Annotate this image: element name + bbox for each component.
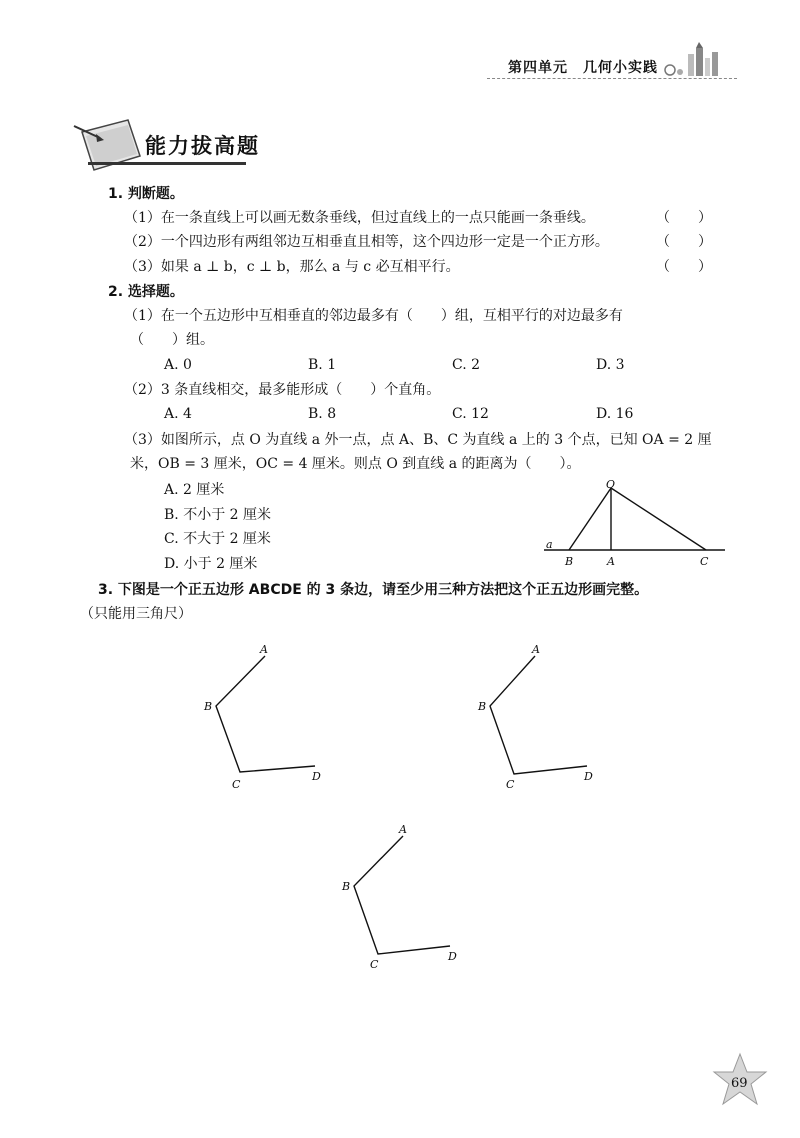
q2-sub3-line2: 米，OB = 3 厘米，OC = 4 厘米。则点 O 到直线 a 的距离为（ ）。 bbox=[130, 456, 581, 472]
q1-item-1-paren: （ ） bbox=[656, 210, 712, 226]
q2-sub2-option-d: D. 16 bbox=[596, 406, 634, 422]
q2-sub1-option-b: B. 1 bbox=[308, 357, 337, 373]
q2-heading: 2. 选择题。 bbox=[108, 284, 184, 300]
q2-sub1-line1: （1）在一个五边形中互相垂直的邻边最多有（ ）组，互相平行的对边最多有 bbox=[124, 308, 623, 324]
label-A: A bbox=[607, 555, 615, 568]
label-O: O bbox=[606, 478, 616, 491]
fig2-label-B: B bbox=[478, 700, 487, 713]
pentagon-figure-1 bbox=[200, 640, 330, 800]
q2-sub2-option-b: B. 8 bbox=[308, 406, 337, 422]
q1-item-3-paren: （ ） bbox=[656, 259, 712, 275]
q3-line2: （只能用三角尺） bbox=[80, 606, 192, 622]
q1-item-1: （1）在一条直线上可以画无数条垂线，但过直线上的一点只能画一条垂线。 bbox=[124, 210, 595, 226]
q2-figure-triangle bbox=[540, 478, 730, 570]
q1-item-2: （2）一个四边形有两组邻边互相垂直且相等，这个四边形一定是一个正方形。 bbox=[124, 234, 609, 250]
q2-sub1-line2: （ ）组。 bbox=[130, 332, 214, 348]
fig3-label-A: A bbox=[399, 823, 407, 836]
fig3-label-C: C bbox=[370, 958, 379, 971]
q2-sub2-option-a: A. 4 bbox=[164, 406, 192, 422]
q2-sub1-option-c: C. 2 bbox=[452, 357, 481, 373]
pentagon-figure-3 bbox=[340, 820, 470, 980]
fig2-label-A: A bbox=[532, 643, 540, 656]
header-decoration-icon bbox=[648, 42, 738, 78]
q1-item-2-paren: （ ） bbox=[656, 234, 712, 250]
q2-sub3-option-c: C. 不大于 2 厘米 bbox=[164, 531, 271, 547]
q2-sub3-option-d: D. 小于 2 厘米 bbox=[164, 556, 258, 572]
label-C: C bbox=[700, 555, 709, 568]
section-title: 能力拔高题 bbox=[145, 134, 260, 158]
q2-sub2-line1: （2）3 条直线相交，最多能形成（ ）个直角。 bbox=[124, 382, 441, 398]
q3-line1 bbox=[98, 580, 648, 600]
q2-sub1-option-d: D. 3 bbox=[596, 357, 625, 373]
chapter-header: 第四单元 几何小实践 bbox=[508, 60, 658, 76]
label-B: B bbox=[565, 555, 574, 568]
q2-sub1-option-a: A. 0 bbox=[164, 357, 192, 373]
fig1-label-C: C bbox=[232, 778, 241, 791]
fig3-label-B: B bbox=[342, 880, 351, 893]
segment-OC bbox=[611, 488, 706, 550]
page-number-star-icon bbox=[712, 1052, 768, 1108]
fig2-label-D: D bbox=[584, 770, 593, 783]
header-divider bbox=[487, 78, 737, 79]
page-number: 69 bbox=[731, 1076, 748, 1091]
label-a: a bbox=[546, 538, 553, 551]
q3-text: 3. 下图是一个正五边形 ABCDE 的 3 条边，请至少用三种方法把这个正五边形画完整。 bbox=[98, 582, 649, 598]
q2-sub3-option-b: B. 不小于 2 厘米 bbox=[164, 507, 271, 523]
fig2-label-C: C bbox=[506, 778, 515, 791]
q2-sub3-line1: （3）如图所示，点 O 为直线 a 外一点，点 A、B、C 为直线 a 上的 3 个点，已知 OA = 2 厘 bbox=[124, 432, 712, 448]
fig1-label-D: D bbox=[312, 770, 321, 783]
pentagon-figure-2 bbox=[474, 640, 604, 800]
notebook-icon bbox=[70, 112, 150, 176]
q1-item-3: （3）如果 a ⊥ b，c ⊥ b，那么 a 与 c 必互相平行。 bbox=[124, 259, 460, 275]
fig1-label-B: B bbox=[204, 700, 213, 713]
q2-sub2-option-c: C. 12 bbox=[452, 406, 489, 422]
section-underline bbox=[88, 162, 246, 165]
q1-heading: 1. 判断题。 bbox=[108, 186, 184, 202]
segment-OB bbox=[569, 488, 611, 550]
fig3-label-D: D bbox=[448, 950, 457, 963]
fig1-label-A: A bbox=[260, 643, 268, 656]
q2-sub3-option-a: A. 2 厘米 bbox=[164, 482, 225, 498]
